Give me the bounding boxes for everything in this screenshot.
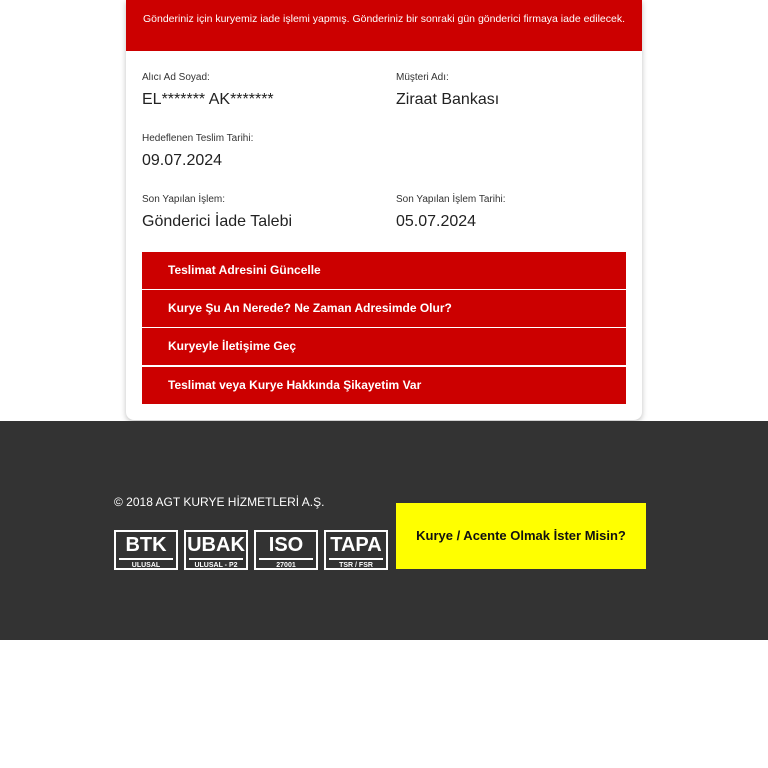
last-operation-date-field <box>396 194 506 231</box>
contact-courier-button[interactable]: Kuryeyle İletişime Geç <box>142 328 626 365</box>
recipient-field <box>142 72 274 109</box>
badge-title: BTK <box>125 534 167 556</box>
badge-subtitle: 27001 <box>259 558 313 570</box>
last-operation-label: Son Yapılan İşlem: <box>142 194 226 205</box>
courier-location-button[interactable]: Kurye Şu An Nerede? Ne Zaman Adresimde Olur? <box>142 290 626 327</box>
recipient-label: Alıcı Ad Soyad: <box>142 72 210 83</box>
become-courier-button[interactable]: Kurye / Acente Olmak İster Misin? <box>396 503 646 569</box>
badge-subtitle: ULUSAL <box>119 558 173 570</box>
badge-title: UBAK <box>187 534 245 556</box>
badge-title: TAPA <box>330 534 382 556</box>
badge-subtitle: TSR / FSR <box>329 558 383 570</box>
last-operation-field <box>142 194 292 231</box>
recipient-value: EL******* AK******* <box>142 91 274 108</box>
status-header <box>126 0 642 51</box>
target-date-value: 09.07.2024 <box>142 152 223 169</box>
last-operation-date-label: Son Yapılan İşlem Tarihi: <box>396 194 506 205</box>
target-date-field <box>142 133 253 170</box>
tapa-badge <box>324 530 388 570</box>
iso-badge <box>254 530 318 570</box>
last-operation-date-value: 05.07.2024 <box>396 213 477 230</box>
shipment-card <box>126 0 642 420</box>
target-date-label: Hedeflenen Teslim Tarihi: <box>142 133 254 144</box>
ubak-badge <box>184 530 248 570</box>
customer-label: Müşteri Adı: <box>396 72 449 83</box>
update-address-button[interactable]: Teslimat Adresini Güncelle <box>142 252 626 289</box>
btk-badge <box>114 530 178 570</box>
status-message: Gönderiniz için kuryemiz iade işlemi yapmış. Gönderiniz bir sonraki gün gönderici firmaya iade edilecek. <box>142 13 626 25</box>
badge-subtitle: ULUSAL - P2 <box>189 558 243 570</box>
copyright-text: © 2018 AGT KURYE HİZMETLERİ A.Ş. <box>114 495 325 509</box>
customer-field <box>396 72 499 109</box>
footer <box>0 421 768 640</box>
customer-value: Ziraat Bankası <box>396 91 500 108</box>
complaint-button[interactable]: Teslimat veya Kurye Hakkında Şikayetim Var <box>142 367 626 404</box>
badge-title: ISO <box>268 534 304 556</box>
last-operation-value: Gönderici İade Talebi <box>142 213 293 230</box>
